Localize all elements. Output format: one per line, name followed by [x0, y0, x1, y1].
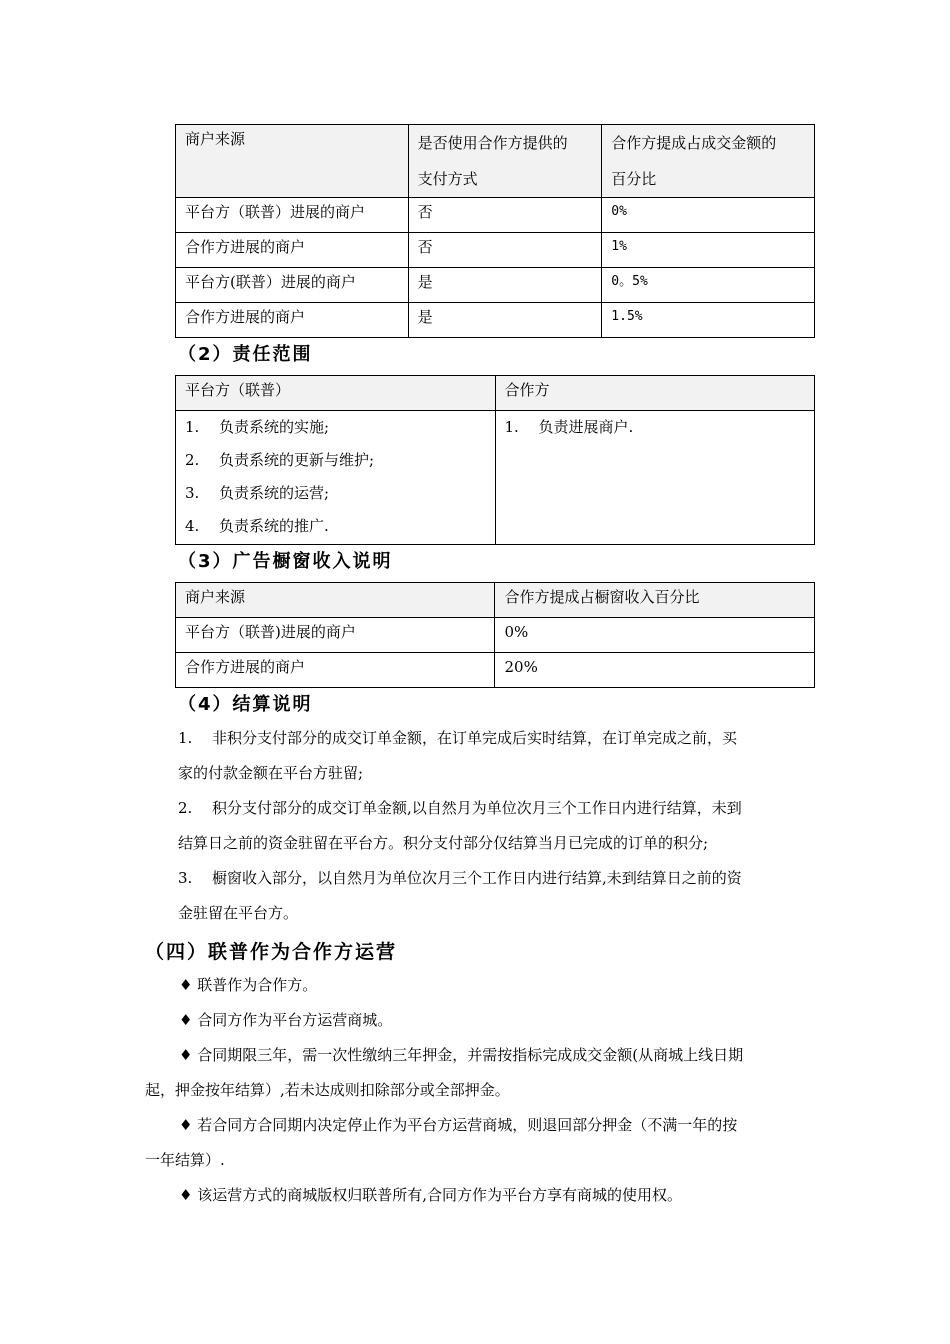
table-header-cell [408, 125, 602, 198]
header-line: 是否使用合作方提供的 [417, 134, 568, 152]
list-item [505, 411, 806, 444]
table-cell: 1% [602, 233, 815, 268]
table-row [176, 303, 815, 338]
header-line: 合作方提成占成交金额的 [611, 134, 777, 152]
table-cell: 20% [495, 653, 815, 688]
table-cell: 平台方（联普）进展的商户 [176, 198, 409, 233]
table-header-cell [602, 125, 815, 198]
table-header-row [176, 376, 815, 411]
table-header-row [176, 125, 815, 198]
list-item [178, 861, 818, 896]
list-text: 积分支付部分的成交订单金额,以自然月为单位次月三个工作日内进行结算，未到 [212, 799, 742, 817]
table-cell: 0% [495, 618, 815, 653]
list-item [185, 411, 486, 444]
table-row [176, 618, 815, 653]
diamond-bullet-icon: ♦ [179, 976, 193, 994]
table-header-cell: 合作方提成占橱窗收入百分比 [495, 583, 815, 618]
table-row [176, 653, 815, 688]
table-cell: 是 [408, 268, 602, 303]
table-cell: 合作方进展的商户 [176, 303, 409, 338]
table-row [176, 198, 815, 233]
list-item-continuation: 家的付款金额在平台方驻留; [178, 764, 364, 782]
list-text: 负责系统的运营; [219, 484, 330, 502]
commission-table [175, 124, 815, 338]
list-item-continuation: 金驻留在平台方。 [178, 904, 299, 922]
table-header-cell [176, 125, 409, 198]
table-cell: 0。5% [602, 268, 815, 303]
table-cell: 合作方进展的商户 [176, 233, 409, 268]
table-cell: 1.5% [602, 303, 815, 338]
list-number: 2. [185, 451, 200, 469]
section-heading: （3）广告橱窗收入说明 [178, 551, 393, 572]
table-cell: 否 [408, 198, 602, 233]
list-text: 负责系统的更新与维护; [219, 451, 375, 469]
bullet-item [145, 1038, 815, 1073]
header-line: 商户来源 [185, 130, 246, 148]
table-cell: 0% [602, 198, 815, 233]
bullet-item [145, 1003, 815, 1038]
table-header-cell: 合作方 [495, 376, 815, 411]
header-line: 支付方式 [417, 170, 478, 188]
list-item [185, 477, 486, 510]
table-row [176, 233, 815, 268]
bullet-item [145, 1178, 815, 1213]
list-text: 非积分支付部分的成交订单金额，在订单完成后实时结算，在订单完成之前，买 [212, 729, 738, 747]
operation-terms-list [145, 968, 815, 1213]
bullet-text: 合同期限三年，需一次性缴纳三年押金，并需按指标完成成交金额(从商城上线日期 [197, 1046, 744, 1064]
list-number: 1. [185, 418, 200, 436]
list-text: 负责进展商户. [538, 418, 634, 436]
list-number: 2. [178, 799, 193, 817]
list-item [185, 444, 486, 477]
list-item-continuation: 结算日之前的资金驻留在平台方。积分支付部分仅结算当月已完成的订单的积分; [178, 834, 709, 852]
table-row [176, 411, 815, 545]
list-number: 1. [178, 729, 193, 747]
list-number: 3. [178, 869, 193, 887]
table-cell: 平台方(联普）进展的商户 [176, 268, 409, 303]
table-cell [176, 411, 496, 545]
bullet-text: 若合同方合同期内决定停止作为平台方运营商城，则退回部分押金（不满一年的按 [197, 1116, 738, 1134]
table-cell: 平台方（联普)进展的商户 [176, 618, 495, 653]
ad-window-table [175, 582, 815, 688]
header-line: 百分比 [611, 170, 657, 188]
bullet-item [145, 1108, 815, 1143]
table-cell [495, 411, 815, 545]
diamond-bullet-icon: ♦ [179, 1046, 193, 1064]
list-number: 1. [504, 418, 519, 436]
list-number: 4. [185, 517, 200, 535]
list-text: 橱窗收入部分，以自然月为单位次月三个工作日内进行结算,未到结算日之前的资 [212, 869, 742, 887]
table-header-cell: 平台方（联普） [176, 376, 496, 411]
bullet-text: 联普作为合作方。 [197, 976, 318, 994]
bullet-continuation: 起，押金按年结算）,若未达成则扣除部分或全部押金。 [145, 1081, 510, 1099]
list-item [185, 510, 486, 543]
bullet-item [145, 968, 815, 1003]
table-row [176, 268, 815, 303]
bullet-continuation: 一年结算）. [145, 1151, 225, 1169]
table-header-cell: 商户来源 [176, 583, 495, 618]
bullet-text: 合同方作为平台方运营商城。 [197, 1011, 393, 1029]
list-item [178, 791, 818, 826]
section-heading: （四）联普作为合作方运营 [145, 941, 398, 963]
table-cell: 合作方进展的商户 [176, 653, 495, 688]
diamond-bullet-icon: ♦ [179, 1186, 193, 1204]
settlement-list [178, 721, 818, 931]
diamond-bullet-icon: ♦ [179, 1011, 193, 1029]
table-cell: 否 [408, 233, 602, 268]
list-text: 负责系统的实施; [219, 418, 330, 436]
section-heading: （4）结算说明 [178, 694, 313, 715]
table-cell: 是 [408, 303, 602, 338]
list-item [178, 721, 818, 756]
table-header-row [176, 583, 815, 618]
section-heading: （2）责任范围 [178, 344, 313, 365]
bullet-text: 该运营方式的商城版权归联普所有,合同方作为平台方享有商城的使用权。 [197, 1186, 683, 1204]
list-number: 3. [185, 484, 200, 502]
responsibility-table [175, 375, 815, 545]
list-text: 负责系统的推广. [219, 517, 329, 535]
diamond-bullet-icon: ♦ [179, 1116, 193, 1134]
